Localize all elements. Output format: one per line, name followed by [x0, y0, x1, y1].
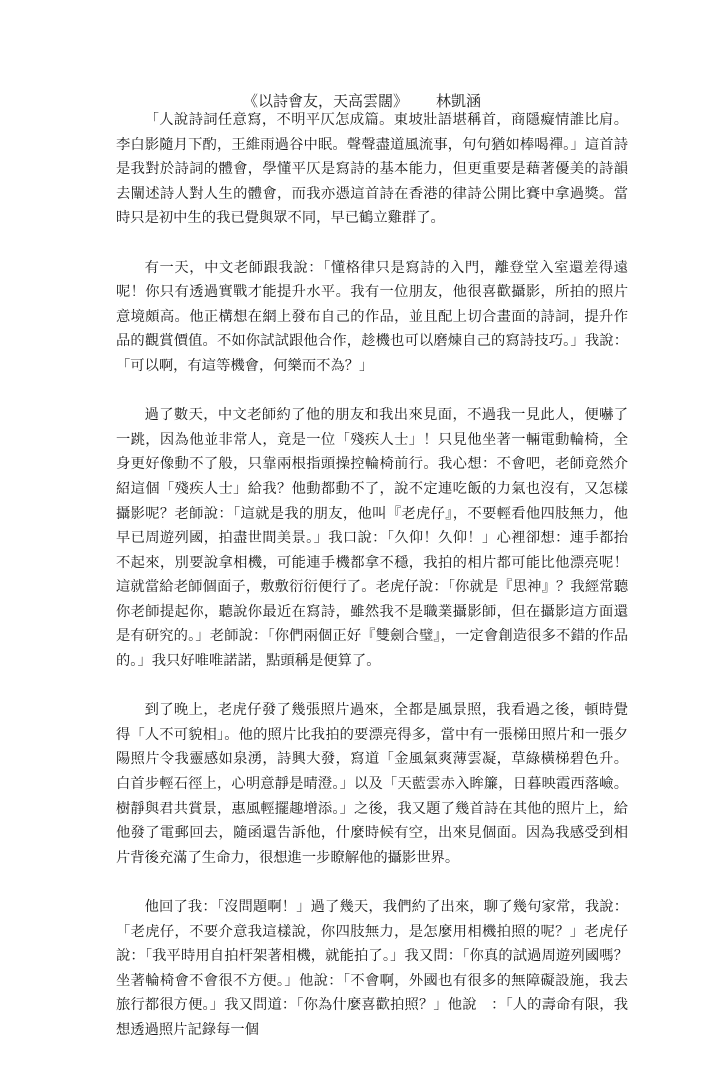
- paragraph-1: 「人說詩詞任意寫，不明平仄怎成篇。東坡壯語堪稱首，商隱癡情誰比肩。李白影隨月下酌，王維雨過谷中眠。聲聲盡道風流事，句句猶如棒喝禪。」這首詩是我對於詩詞的體會，學懂平仄是寫詩的基本能力，但更重要是藉著優美的詩韻去闡述詩人對人生的體會，而我亦憑這首詩在香港的律詩公開比賽中拿過獎。當時只是初中生的我已覺與眾不同，早已鶴立雞群了。: [116, 112, 628, 227]
- author-name: 林凱涵: [436, 92, 482, 110]
- paragraph-3: 過了數天，中文老師約了他的朋友和我出來見面，不過我一見此人，便嚇了一跳，因為他並非常人，竟是一位「殘疾人士」！只見他坐著一輛電動輪椅，全身更好像動不了般，只靠兩根指頭操控輪椅前行。我心想：不會吧，老師竟然介紹這個「殘疾人士」給我？他動都動不了，說不定連吃飯的力氣也沒有，又怎樣攝影呢？老師說：「這就是我的朋友，他叫『老虎仔』，不要輕看他四肢無力，他早已周遊列國，拍盡世間美景。」我口說：「久仰！久仰！」心裡卻想：連手都抬不起來，別要說拿相機，可能連手機都拿不穩，我拍的相片都可能比他漂亮呢！這就當給老師個面子，敷敷衍衍便行了。老虎仔說：「你就是『思神』？我經常聽你老師提起你，聽說你最近在寫詩，雖然我不是職業攝影師，但在攝影這方面還是有研究的。」老師說：「你們兩個正好『雙劍合璧』，一定會創造很多不錯的作品的。」我只好唯唯諾諾，點頭稱是便算了。: [116, 407, 628, 670]
- document-title: 《以詩會友，天高雲闊》: [242, 92, 408, 110]
- paragraph-2: 有一天，中文老師跟我說：「懂格律只是寫詩的入門，離登堂入室還差得遠呢！你只有透過實戰才能提升水平。我有一位朋友，他很喜歡攝影，所拍的照片意境頗高。他正構想在網上發布自己的作品，並且配上切合畫面的詩詞，提升作品的觀賞價值。不如你試試跟他合作，趁機也可以磨煉自己的寫詩技巧。」我說：「可以啊，有這等機會，何樂而不為？」: [116, 259, 628, 374]
- paragraph-5: 他回了我：「沒問題啊！」過了幾天，我們約了出來，聊了幾句家常，我說：「老虎仔，不要介意我這樣說，你四肢無力，是怎麼用相機拍照的呢？」老虎仔說：「我平時用自拍杆架著相機，就能拍了。」我又問：「你真的試過周遊列國嗎？坐著輪椅會不會很不方便。」他說：「不會啊，外國也有很多的無障礙設施，我去旅行都很方便。」我又問道：「你為什麼喜歡拍照？」他說 ：「人的壽命有限，我想透過照片記錄每一個: [116, 899, 628, 1038]
- paragraph-4: 到了晚上，老虎仔發了幾張照片過來，全都是風景照，我看過之後，頓時覺得「人不可貌相」。他的照片比我拍的要漂亮得多，當中有一張梯田照片和一張夕陽照片令我靈感如泉湧，詩興大發，寫道「金風氣爽薄雲凝，草綠橫梯碧色升。白首步輕石徑上，心明意靜是晴澄。」以及「天藍雲赤入眸簾，日暮映霞西落嶮。樹靜與君共賞景，惠風輕擺趣增添。」之後，我又題了幾首詩在其他的照片上，給他發了電郵回去，隨函還告訴他，什麼時候有空，出來見個面。因為我感受到相片背後充滿了生命力，很想進一步瞭解他的攝影世界。: [116, 702, 628, 866]
- document-body: [116, 108, 628, 1067]
